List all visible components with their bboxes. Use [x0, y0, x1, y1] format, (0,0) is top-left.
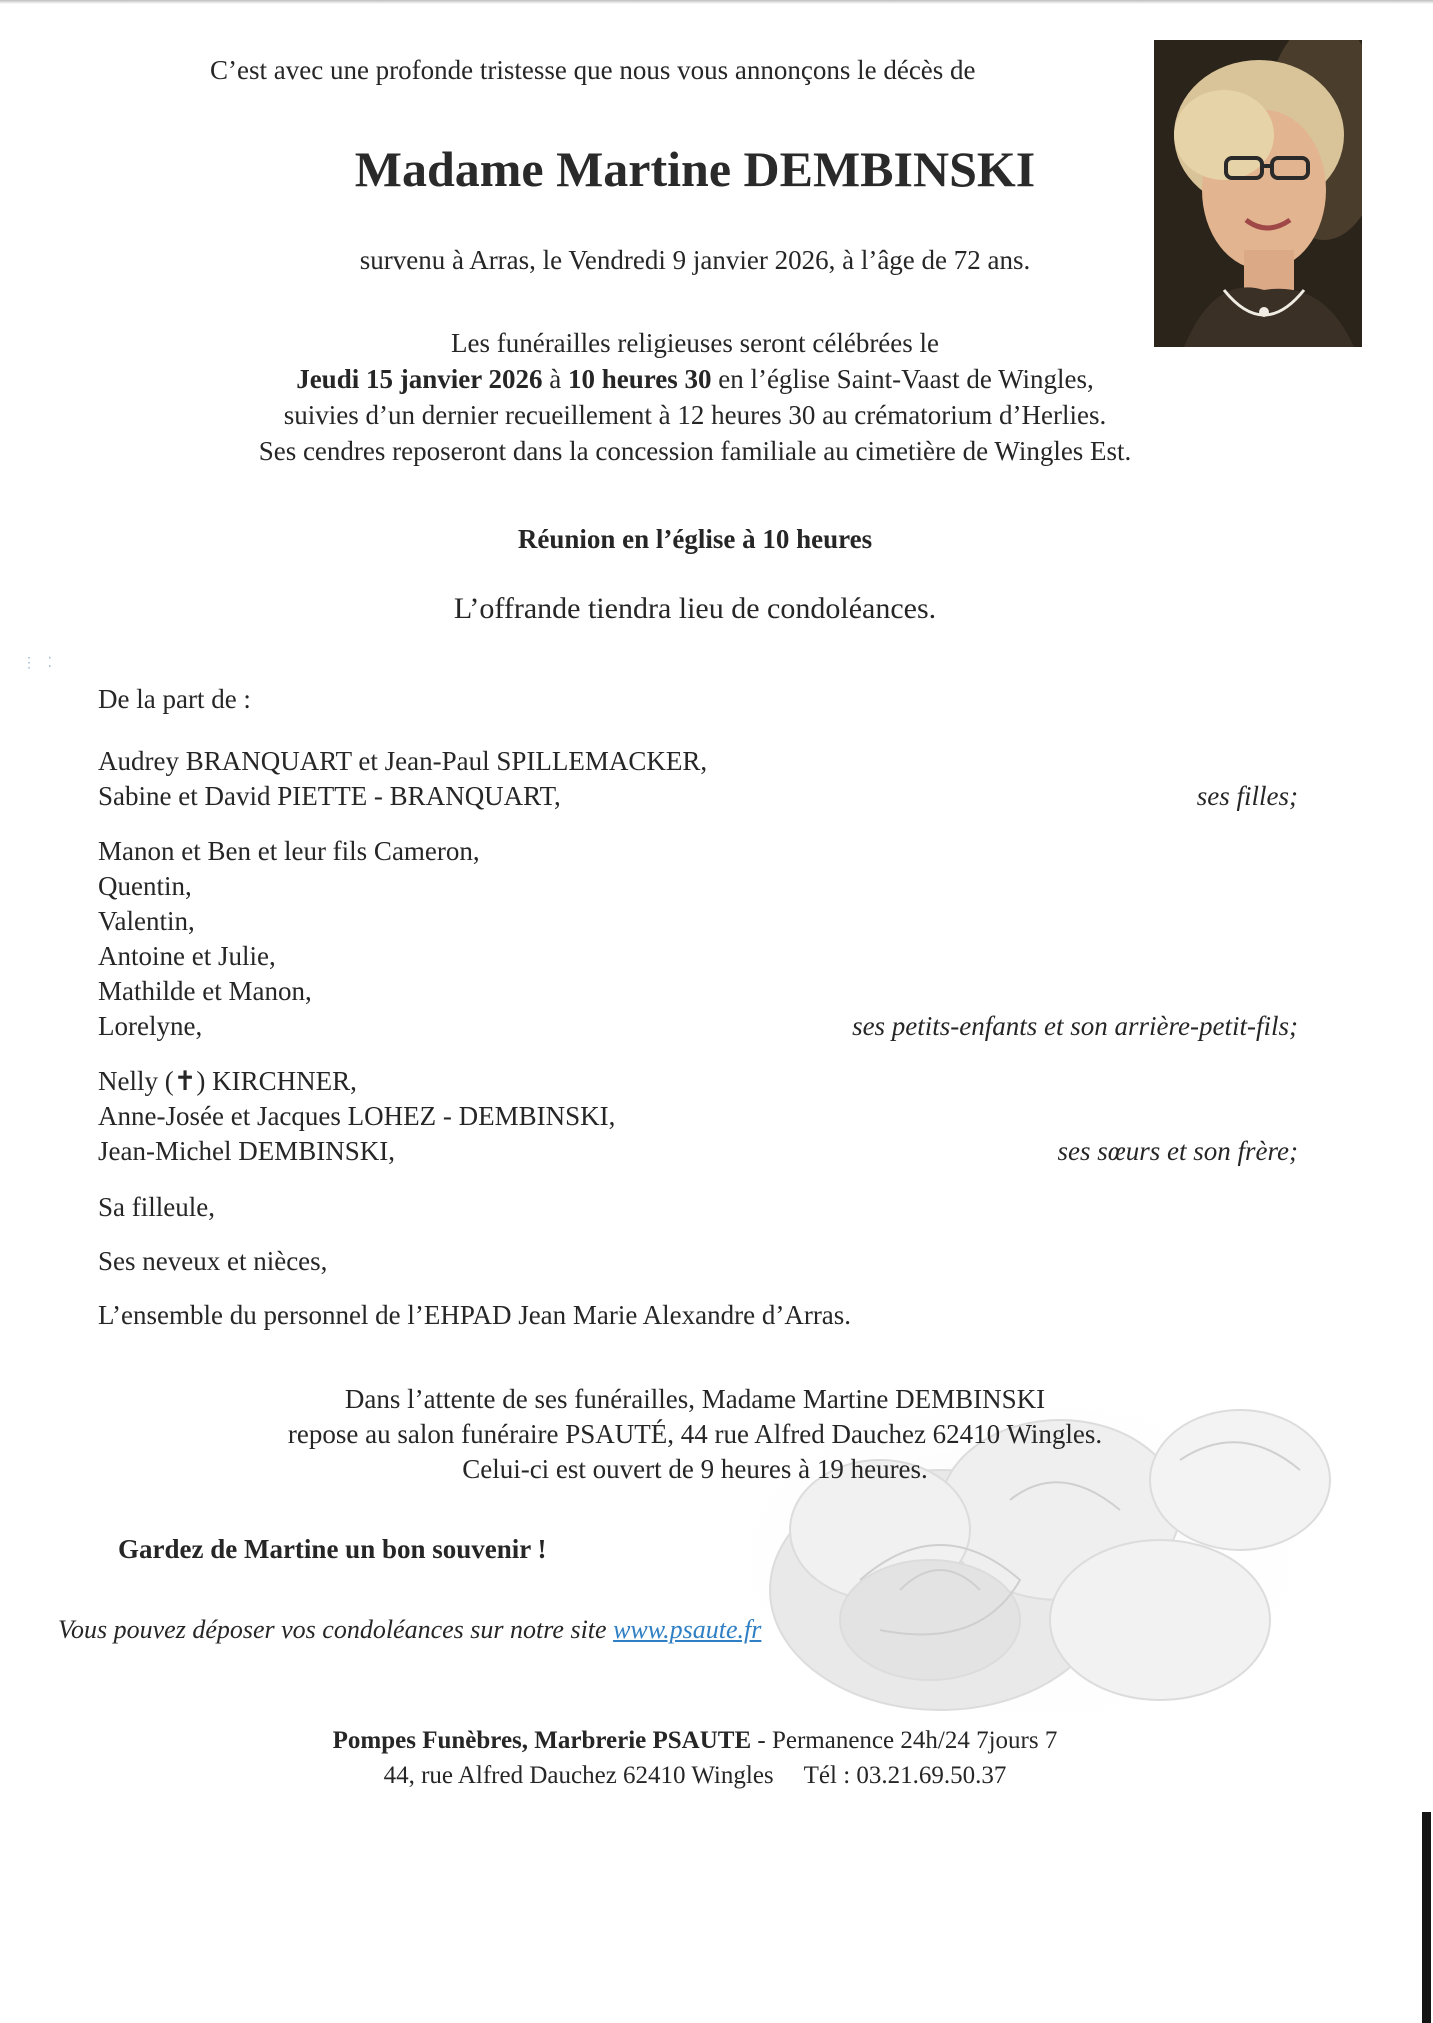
- funeral-line-1: Les funérailles religieuses seront célébrées le: [450, 328, 940, 358]
- company-name: Pompes Funèbres, Marbrerie PSAUTE: [332, 1727, 752, 1754]
- repose-line-1: Dans l’attente de ses funérailles, Madame Martine DEMBINSKI: [344, 1384, 1046, 1414]
- repose-details: [140, 1382, 1250, 1487]
- family-name: Valentin,: [98, 906, 195, 936]
- family-neveux: Ses neveux et nièces,: [98, 1246, 328, 1276]
- family-name: Antoine et Julie,: [98, 941, 276, 971]
- company-address: 44, rue Alfred Dauchez 62410 Wingles: [383, 1762, 774, 1789]
- company-footer: [140, 1723, 1250, 1793]
- family-name: Quentin,: [98, 871, 192, 901]
- repose-line-2: repose au salon funéraire PSAUTÉ, 44 rue Alfred Dauchez 62410 Wingles.: [287, 1419, 1103, 1449]
- family-intro: De la part de :: [98, 684, 251, 714]
- family-role: ses petits-enfants et son arrière-petit-fils;: [852, 1011, 1298, 1041]
- funeral-date: Jeudi 15 janvier 2026: [296, 364, 543, 394]
- funeral-church: en l’église Saint-Vaast de Wingles,: [711, 364, 1094, 394]
- footer-line-1: [140, 1723, 1250, 1758]
- footer-line-2: [140, 1758, 1250, 1793]
- family-name: Lorelyne,: [98, 1011, 203, 1041]
- funeral-line-3: suivies d’un dernier recueillement à 12 heures 30 au crématorium d’Herlies.: [283, 400, 1107, 430]
- website-link[interactable]: www.psaute.fr: [613, 1615, 762, 1644]
- funeral-line-2: [120, 361, 1270, 397]
- scan-top-edge: [0, 0, 1433, 4]
- family-name: Sabine et David PIETTE - BRANQUART,: [98, 781, 561, 811]
- family-ehpad: L’ensemble du personnel de l’EHPAD Jean Marie Alexandre d’Arras.: [98, 1300, 852, 1330]
- family-name: Manon et Ben et leur fils Cameron,: [98, 836, 480, 866]
- reunion-notice: Réunion en l’église à 10 heures: [517, 524, 873, 554]
- souvenir-message: Gardez de Martine un bon souvenir !: [118, 1534, 547, 1564]
- family-name: Anne-Josée et Jacques LOHEZ - DEMBINSKI,: [98, 1101, 616, 1131]
- death-details: survenu à Arras, le Vendredi 9 janvier 2026, à l’âge de 72 ans.: [359, 245, 1031, 275]
- family-role: ses filles;: [1196, 781, 1298, 811]
- funeral-a: à: [542, 364, 568, 394]
- deceased-name: Madame Martine DEMBINSKI: [354, 141, 1036, 197]
- family-grandchildren: [98, 834, 1298, 1044]
- family-role: ses sœurs et son frère;: [1057, 1136, 1298, 1166]
- company-phone: Tél : 03.21.69.50.37: [803, 1762, 1007, 1789]
- permanence-hours: - Permanence 24h/24 7jours 7: [751, 1727, 1058, 1754]
- offrande-notice: L’offrande tiendra lieu de condoléances.: [453, 592, 937, 625]
- family-name: Audrey BRANQUART et Jean-Paul SPILLEMACKER,: [98, 746, 708, 776]
- funeral-line-4: Ses cendres reposeront dans la concession familiale au cimetière de Wingles Est.: [258, 436, 1132, 466]
- intro-text: C’est avec une profonde tristesse que nous vous annonçons le décès de: [210, 55, 976, 85]
- family-siblings: [98, 1064, 1298, 1169]
- repose-line-3: Celui-ci est ouvert de 9 heures à 19 heures.: [462, 1454, 928, 1484]
- funeral-time: 10 heures 30: [567, 364, 712, 394]
- condolences-text: Vous pouvez déposer vos condoléances sur notre site: [58, 1615, 614, 1644]
- condolences-notice: [58, 1615, 761, 1645]
- scan-edge-bar: [1422, 1812, 1431, 2023]
- family-daughters: [98, 744, 1298, 814]
- portrait-photo: [1154, 40, 1362, 347]
- family-filleule: Sa filleule,: [98, 1192, 215, 1222]
- scan-specks: ⋮ ⁚: [22, 656, 56, 671]
- family-name: Nelly (✝) KIRCHNER,: [98, 1066, 357, 1096]
- funeral-details: [120, 325, 1270, 469]
- family-name: Mathilde et Manon,: [98, 976, 312, 1006]
- family-name: Jean-Michel DEMBINSKI,: [98, 1136, 395, 1166]
